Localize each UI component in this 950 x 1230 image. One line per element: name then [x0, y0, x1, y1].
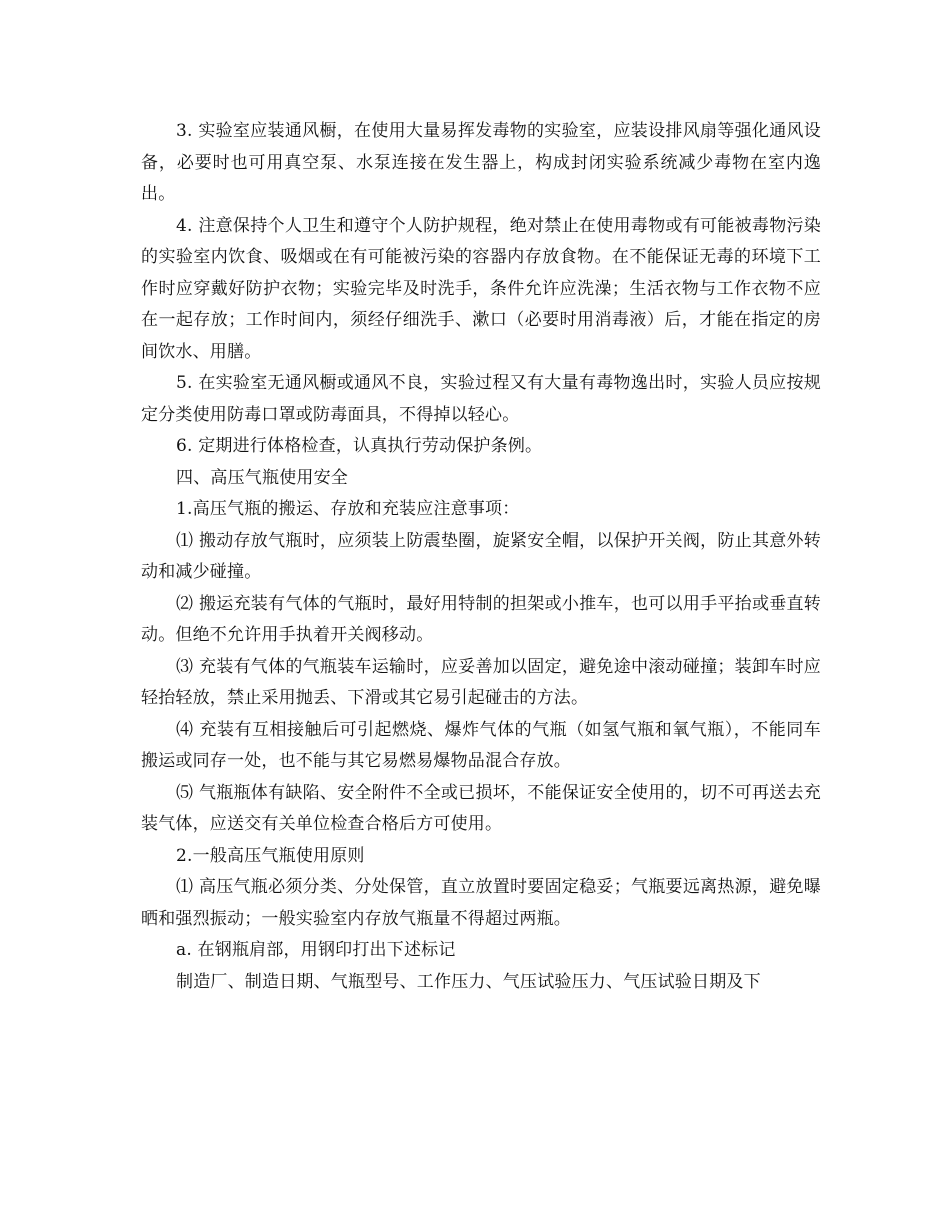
paragraph-item-5: 5. 在实验室无通风橱或通风不良，实验过程又有大量有毒物逸出时，实验人员应按规定分类使用防毒口罩或防毒面具，不得掉以轻心。 [141, 373, 821, 425]
section-heading: 四、高压气瓶使用安全 [176, 467, 348, 488]
list-item-1: ⑴ 搬动存放气瓶时，应须装上防震垫圈，旋紧安全帽，以保护开关阀，防止其意外转动和减少碰撞。 [141, 530, 821, 582]
sub-item-a: a. 在钢瓶肩部，用钢印打出下述标记 [176, 940, 456, 960]
subsection-heading-1: 1.高压气瓶的搬运、存放和充装应注意事项： [176, 499, 520, 519]
subsection-heading-2: 2.一般高压气瓶使用原则 [176, 845, 365, 866]
paragraph-item-4: 4. 注意保持个人卫生和遵守个人防护规程，绝对禁止在使用毒物或有可能被毒物污染的实验室内饮食、吸烟或在有可能被污染的容器内存放食物。在不能保证无毒的环境下工作时应穿戴好防护衣物；实验完毕及时洗手，条件允许应洗澡；生活衣物与工作衣物不应在一起存放；工作时间内，须经仔细洗手、漱口（必要时用消毒液）后，才能在指定的房间饮水、用膳。 [141, 215, 821, 362]
paragraph-item-6: 6. 定期进行体格检查，认真执行劳动保护条例。 [176, 436, 543, 456]
list-item-4: ⑷ 充装有互相接触后可引起燃烧、爆炸气体的气瓶（如氢气瓶和氧气瓶），不能同车搬运或同存一处，也不能与其它易燃易爆物品混合存放。 [141, 719, 821, 771]
marking-list-text: 制造厂、制造日期、气瓶型号、工作压力、气压试验压力、气压试验日期及下 [176, 971, 761, 992]
list-item-2: ⑵ 搬运充装有气体的气瓶时，最好用特制的担架或小推车，也可以用手平抬或垂直转动。但绝不允许用手执着开关阀移动。 [141, 593, 821, 645]
list-item-5: ⑸ 气瓶瓶体有缺陷、安全附件不全或已损坏，不能保证安全使用的，切不可再送去充装气体，应送交有关单位检查合格后方可使用。 [141, 782, 821, 834]
list-item-3: ⑶ 充装有气体的气瓶装车运输时，应妥善加以固定，避免途中滚动碰撞；装卸车时应轻抬轻放，禁止采用抛丢、下滑或其它易引起碰击的方法。 [141, 656, 821, 708]
body-text [141, 116, 821, 998]
rule-item-1: ⑴ 高压气瓶必须分类、分处保管，直立放置时要固定稳妥；气瓶要远离热源，避免曝晒和强烈振动；一般实验室内存放气瓶量不得超过两瓶。 [141, 877, 821, 929]
paragraph-item-3: 3. 实验室应装通风橱，在使用大量易挥发毒物的实验室，应装设排风扇等强化通风设备，必要时也可用真空泵、水泵连接在发生器上，构成封闭实验系统减少毒物在室内逸出。 [141, 121, 821, 204]
